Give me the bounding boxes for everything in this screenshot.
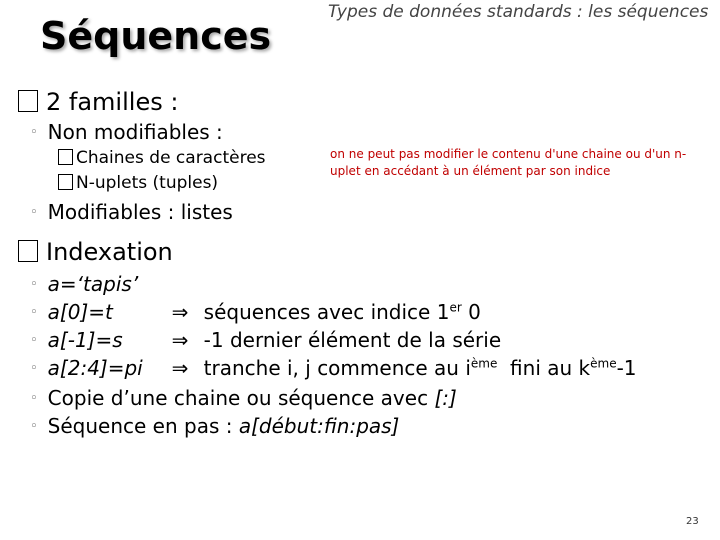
ring-bullet-icon: ◦ (30, 361, 38, 376)
line-text: -1 dernier élément de la série (203, 328, 502, 352)
list-item-text: Chaines de caractères (76, 148, 266, 168)
list-item-text: N-uplets (tuples) (76, 173, 219, 193)
line-text-after: fini au k (497, 356, 591, 380)
superscript: er (449, 300, 462, 315)
square-bullet-icon (58, 174, 73, 190)
code-text: a[2:4]=pi (47, 356, 143, 380)
implies-arrow-icon: ⇒ (171, 328, 189, 352)
code-text: a=‘tapis’ (47, 272, 139, 296)
modifiable-label: Modifiables (47, 200, 162, 224)
index-line-2 (30, 328, 501, 352)
ring-bullet-icon: ◦ (30, 305, 38, 320)
ring-bullet-icon: ◦ (30, 391, 38, 406)
copy-code: [:] (434, 386, 457, 410)
superscript: ème (590, 356, 617, 371)
ring-bullet-icon: ◦ (30, 419, 38, 434)
line-text-after: 0 (461, 300, 481, 324)
red-note: on ne peut pas modifier le contenu d'une chaine ou d'un n-uplet en accédant à un élément par son indice (330, 147, 687, 178)
superscript: ème (470, 356, 498, 371)
step-text: Séquence en pas : (47, 414, 239, 438)
modifiable-rest: : listes (161, 200, 233, 224)
index-line-0 (30, 272, 172, 296)
families-heading-text: 2 familles : (46, 88, 179, 116)
non-modifiable-line (30, 120, 223, 144)
square-bullet-icon (18, 240, 38, 262)
modifiable-line (30, 200, 233, 224)
ring-bullet-icon: ◦ (30, 277, 38, 292)
code-text: a[-1]=s (47, 328, 123, 352)
implies-arrow-icon: ⇒ (171, 356, 189, 380)
slide-subtitle: Types de données standards : les séquences (328, 2, 709, 22)
line-text-after: -1 (616, 356, 637, 380)
slide-title: Séquences (40, 14, 272, 58)
square-bullet-icon (58, 149, 73, 165)
step-code: a[début:fin:pas] (238, 414, 400, 438)
indexation-heading-text: Indexation (46, 238, 173, 266)
line-text: séquences avec indice 1 (203, 300, 450, 324)
index-line-3 (30, 356, 637, 380)
line-text: tranche i, j commence au i (203, 356, 471, 380)
square-bullet-icon (18, 90, 38, 112)
page-number: 23 (686, 516, 699, 527)
implies-arrow-icon: ⇒ (171, 300, 189, 324)
index-line-1 (30, 300, 481, 324)
copy-text: Copie d’une chaine ou séquence avec (47, 386, 435, 410)
section-heading-indexation (18, 238, 173, 266)
copy-line (30, 386, 457, 410)
non-modifiable-label: Non modifiables (47, 120, 210, 144)
ring-bullet-icon: ◦ (30, 125, 38, 140)
ring-bullet-icon: ◦ (30, 205, 38, 220)
non-modifiable-colon: : (209, 120, 223, 144)
step-line (30, 414, 399, 438)
section-heading-families (18, 88, 178, 116)
ring-bullet-icon: ◦ (30, 333, 38, 348)
list-item-tuples (58, 173, 218, 193)
list-item-strings (58, 148, 266, 168)
code-text: a[0]=t (47, 300, 113, 324)
